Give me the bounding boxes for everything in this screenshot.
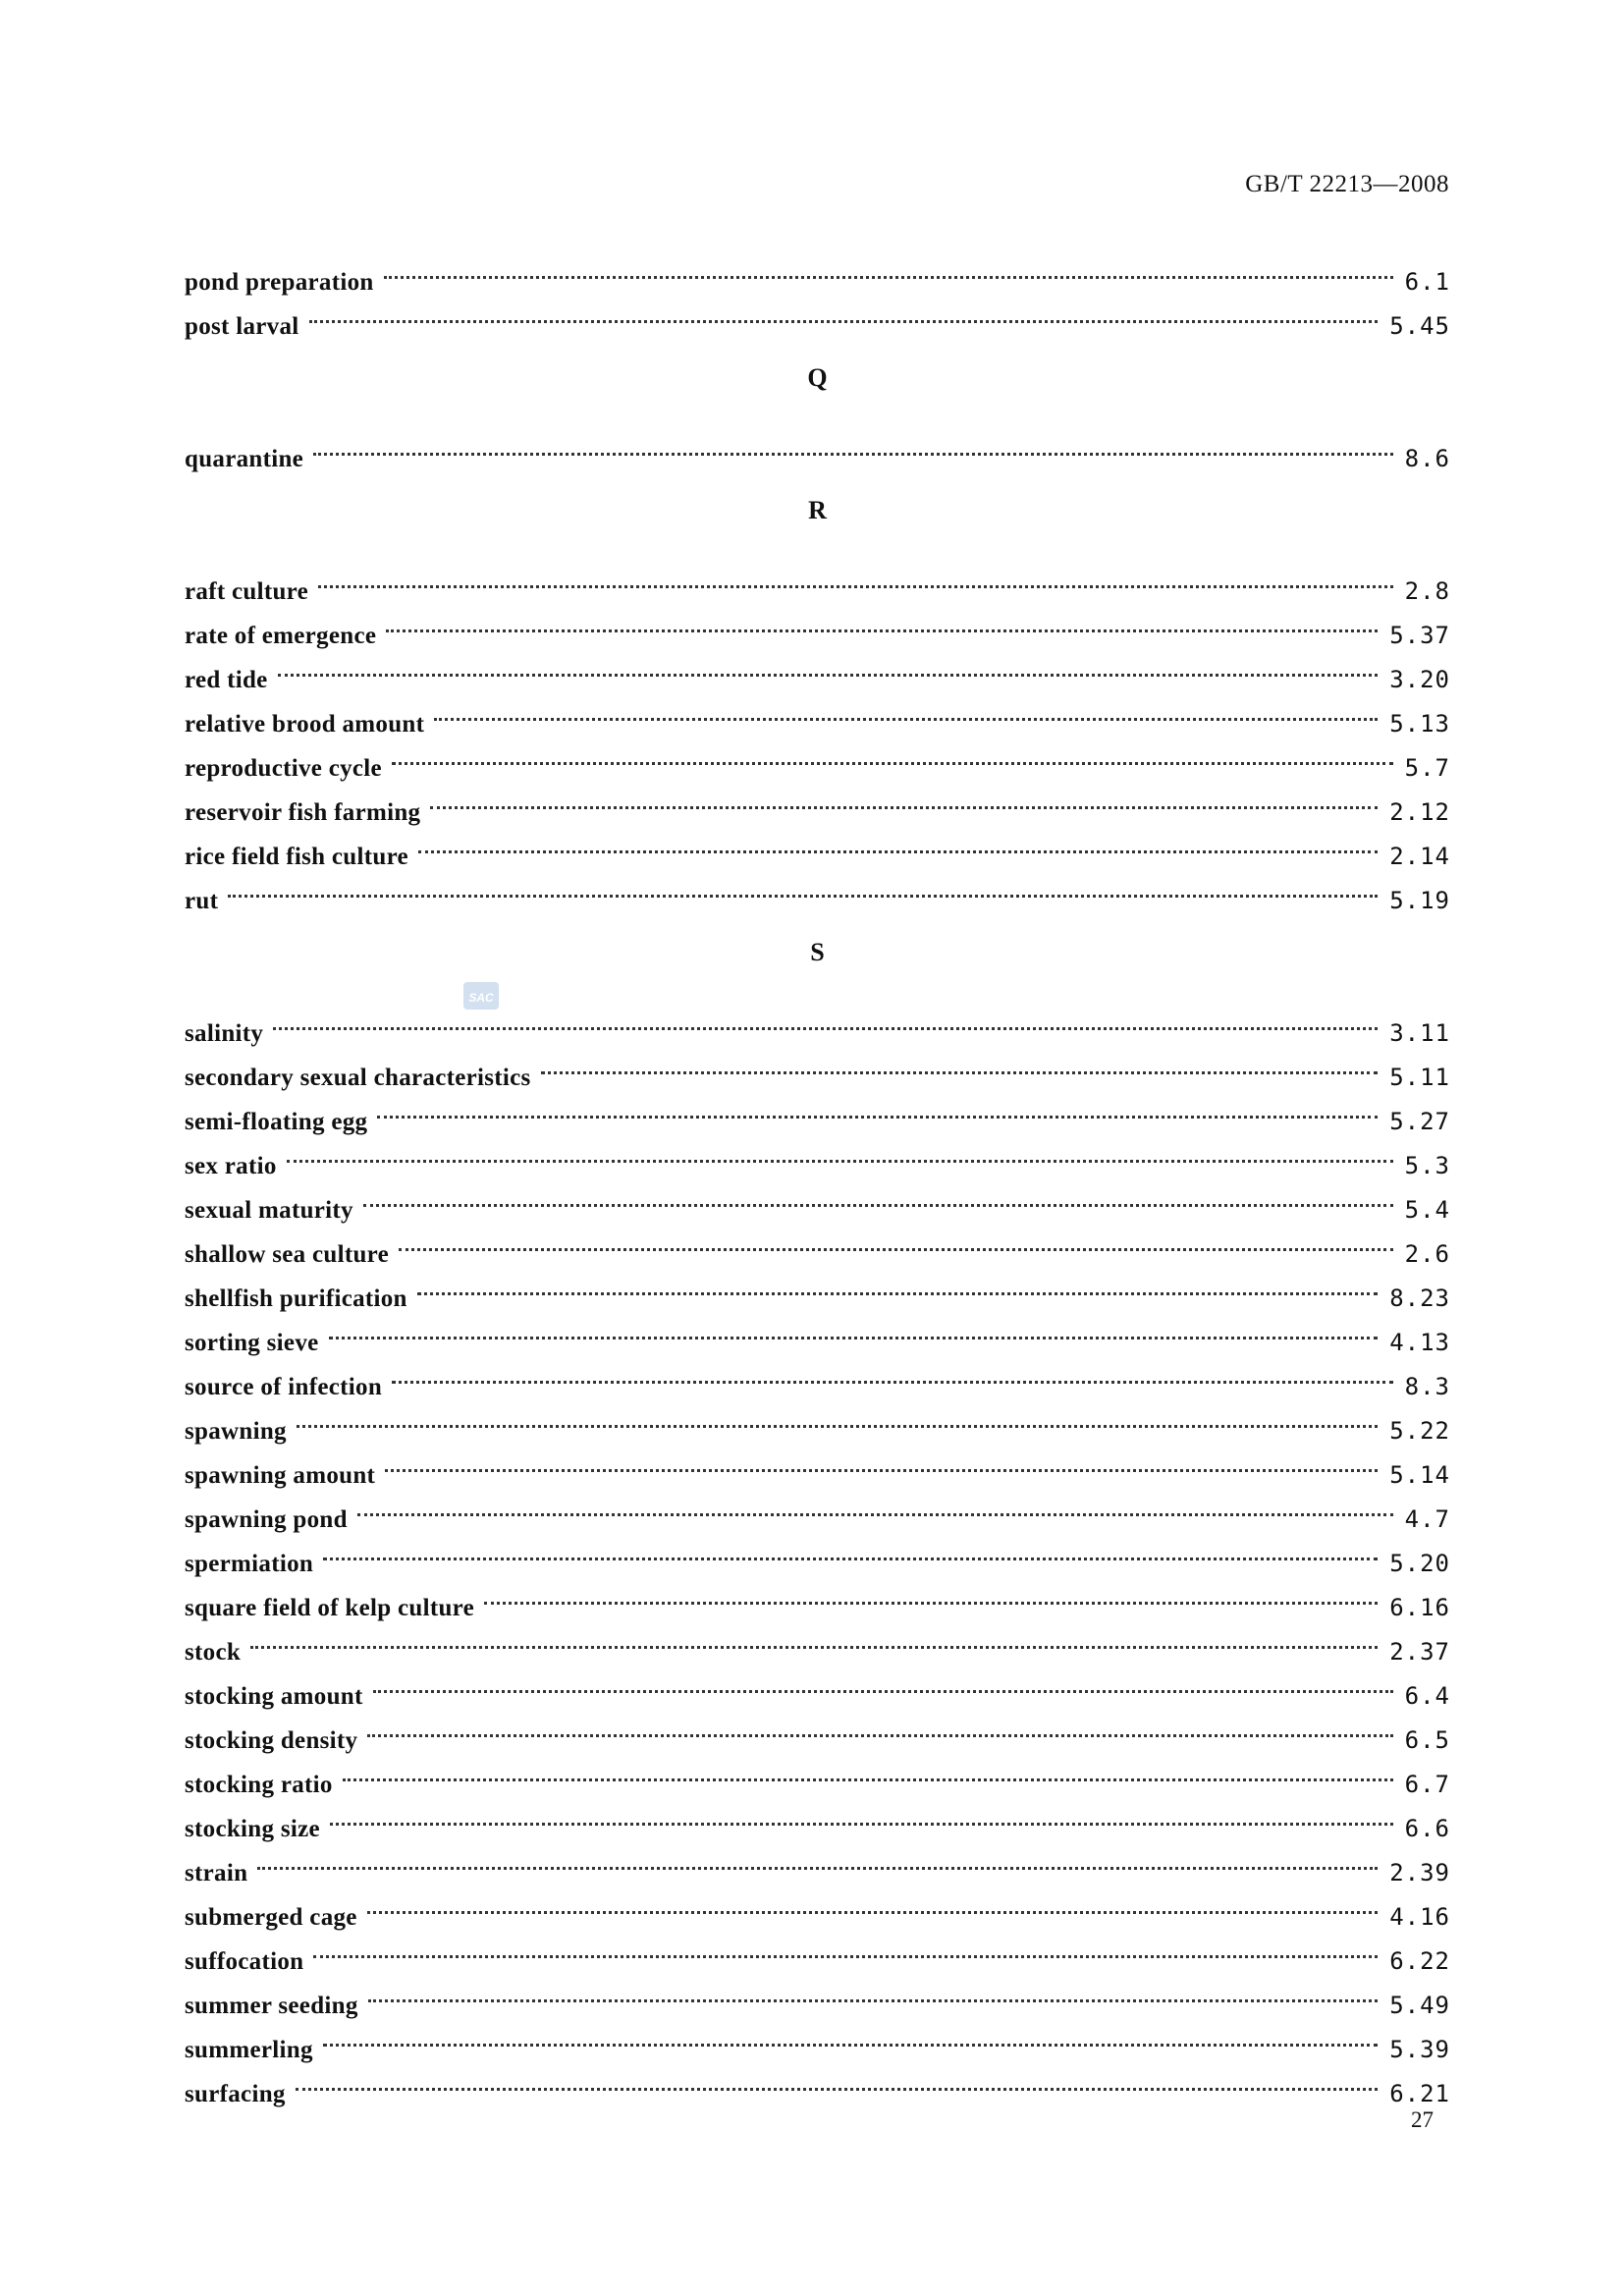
index-entry xyxy=(185,2057,1450,2107)
dot-leader xyxy=(287,1129,1393,1174)
index-entry xyxy=(185,1483,1450,1533)
dot-leader xyxy=(367,1704,1392,1748)
index-entry xyxy=(185,1925,1450,1975)
index-entry xyxy=(185,1748,1450,1798)
standard-code: GB/T 22213—2008 xyxy=(1245,171,1449,197)
clause-reference: 5.37 xyxy=(1389,622,1450,649)
index-term: quarantine xyxy=(185,446,304,472)
clause-reference: 6.16 xyxy=(1389,1594,1450,1621)
dot-leader xyxy=(367,1881,1379,1925)
index-entry xyxy=(185,1129,1450,1179)
dot-leader xyxy=(392,1350,1393,1394)
term-index xyxy=(185,246,1450,2107)
index-term: rut xyxy=(185,888,219,914)
clause-reference: 6.4 xyxy=(1404,1682,1450,1710)
clause-reference: 2.6 xyxy=(1404,1240,1450,1268)
dot-leader xyxy=(323,2013,1378,2057)
clause-reference: 5.11 xyxy=(1389,1064,1450,1091)
dot-leader xyxy=(343,1748,1393,1792)
index-term: shallow sea culture xyxy=(185,1241,390,1268)
dot-leader xyxy=(296,2057,1379,2102)
dot-leader xyxy=(368,1969,1379,2013)
clause-reference: 2.12 xyxy=(1389,798,1450,826)
clause-reference: 4.16 xyxy=(1389,1903,1450,1931)
clause-reference: 5.45 xyxy=(1389,312,1450,340)
dot-leader xyxy=(392,732,1393,776)
svg-text:SAC: SAC xyxy=(468,991,494,1005)
index-entry xyxy=(185,1439,1450,1489)
clause-reference: 6.6 xyxy=(1404,1815,1450,1842)
index-term: source of infection xyxy=(185,1374,383,1400)
index-term: red tide xyxy=(185,667,268,693)
index-term: sorting sieve xyxy=(185,1330,319,1356)
dot-leader xyxy=(228,864,1378,908)
dot-leader xyxy=(329,1306,1379,1350)
clause-reference: 4.13 xyxy=(1389,1329,1450,1356)
dot-leader xyxy=(318,555,1393,599)
index-entry xyxy=(185,246,1450,296)
clause-reference: 2.37 xyxy=(1389,1638,1450,1666)
section-letter-s: S xyxy=(810,938,825,966)
index-term: rice field fish culture xyxy=(185,844,408,870)
dot-leader xyxy=(430,776,1378,820)
index-entry xyxy=(185,1394,1450,1445)
index-entry xyxy=(185,290,1450,340)
clause-reference: 8.6 xyxy=(1404,445,1450,472)
clause-reference: 5.14 xyxy=(1389,1461,1450,1489)
index-term: strain xyxy=(185,1860,248,1886)
index-term: square field of kelp culture xyxy=(185,1595,474,1621)
clause-reference: 6.5 xyxy=(1404,1726,1450,1754)
clause-reference: 2.39 xyxy=(1389,1859,1450,1886)
index-term: spawning pond xyxy=(185,1506,348,1533)
clause-reference: 5.39 xyxy=(1389,2036,1450,2063)
dot-leader xyxy=(257,1836,1378,1881)
dot-leader xyxy=(313,1925,1378,1969)
index-term: secondary sexual characteristics xyxy=(185,1065,531,1091)
dot-leader xyxy=(250,1615,1378,1660)
clause-reference: 5.13 xyxy=(1389,710,1450,738)
index-term: raft culture xyxy=(185,578,309,605)
index-term: suffocation xyxy=(185,1948,304,1975)
dot-leader xyxy=(273,997,1378,1041)
clause-reference: 8.23 xyxy=(1389,1285,1450,1312)
dot-leader xyxy=(313,422,1393,466)
index-term: submerged cage xyxy=(185,1904,357,1931)
dot-leader xyxy=(434,687,1378,732)
clause-reference: 5.3 xyxy=(1404,1152,1450,1179)
index-entry xyxy=(185,1792,1450,1842)
index-term: stocking ratio xyxy=(185,1772,333,1798)
index-entry xyxy=(185,1836,1450,1886)
index-term: stock xyxy=(185,1639,242,1666)
clause-reference: 5.4 xyxy=(1404,1196,1450,1224)
clause-reference: 5.20 xyxy=(1389,1550,1450,1577)
clause-reference: 8.3 xyxy=(1404,1373,1450,1400)
clause-reference: 5.22 xyxy=(1389,1417,1450,1445)
dot-leader xyxy=(373,1660,1393,1704)
index-entry xyxy=(185,1660,1450,1710)
index-entry xyxy=(185,422,1450,472)
dot-leader xyxy=(386,599,1378,643)
dot-leader xyxy=(278,643,1379,687)
dot-leader xyxy=(417,1262,1378,1306)
dot-leader xyxy=(384,246,1393,290)
index-term: stocking density xyxy=(185,1727,358,1754)
clause-reference: 2.14 xyxy=(1389,843,1450,870)
index-entry xyxy=(185,1969,1450,2019)
index-entry xyxy=(185,1527,1450,1577)
clause-reference: 5.27 xyxy=(1389,1108,1450,1135)
dot-leader xyxy=(363,1174,1393,1218)
index-term: spermiation xyxy=(185,1551,314,1577)
index-term: pond preparation xyxy=(185,269,374,296)
index-entry xyxy=(185,2013,1450,2063)
index-entry xyxy=(185,1350,1450,1400)
clause-reference: 5.7 xyxy=(1404,754,1450,782)
index-term: reservoir fish farming xyxy=(185,799,421,826)
index-entry xyxy=(185,1615,1450,1666)
index-term: sexual maturity xyxy=(185,1197,353,1224)
dot-leader xyxy=(399,1218,1393,1262)
sac-watermark-logo xyxy=(460,976,503,1015)
index-entry xyxy=(185,643,1450,693)
clause-reference: 2.8 xyxy=(1404,577,1450,605)
index-entry xyxy=(185,1041,1450,1091)
index-term: relative brood amount xyxy=(185,711,425,738)
clause-reference: 5.19 xyxy=(1389,887,1450,914)
index-term: surfacing xyxy=(185,2081,286,2107)
index-entry xyxy=(185,1306,1450,1356)
index-term: semi-floating egg xyxy=(185,1109,368,1135)
index-entry xyxy=(185,997,1450,1047)
index-term: rate of emergence xyxy=(185,623,377,649)
index-term: post larval xyxy=(185,313,299,340)
index-entry xyxy=(185,1704,1450,1754)
index-term: salinity xyxy=(185,1020,264,1047)
index-term: reproductive cycle xyxy=(185,755,382,782)
index-term: spawning xyxy=(185,1418,287,1445)
index-entry xyxy=(185,1881,1450,1931)
dot-leader xyxy=(297,1394,1378,1439)
page-number: 27 xyxy=(1411,2107,1434,2132)
section-letter-q: Q xyxy=(807,363,828,392)
dot-leader xyxy=(385,1439,1378,1483)
clause-reference: 6.1 xyxy=(1404,268,1450,296)
index-term: sex ratio xyxy=(185,1153,277,1179)
index-term: stocking size xyxy=(185,1816,320,1842)
dot-leader xyxy=(541,1041,1379,1085)
index-entry xyxy=(185,1218,1450,1268)
dot-leader xyxy=(309,290,1379,334)
index-entry xyxy=(185,1571,1450,1621)
clause-reference: 6.7 xyxy=(1404,1771,1450,1798)
index-term: stocking amount xyxy=(185,1683,363,1710)
dot-leader xyxy=(330,1792,1393,1836)
dot-leader xyxy=(357,1483,1393,1527)
dot-leader xyxy=(323,1527,1378,1571)
clause-reference: 3.20 xyxy=(1389,666,1450,693)
clause-reference: 4.7 xyxy=(1404,1505,1450,1533)
index-entry xyxy=(185,864,1450,914)
index-term: summer seeding xyxy=(185,1993,358,2019)
clause-reference: 5.49 xyxy=(1389,1992,1450,2019)
clause-reference: 3.11 xyxy=(1389,1019,1450,1047)
index-term: shellfish purification xyxy=(185,1285,407,1312)
dot-leader xyxy=(377,1085,1378,1129)
index-entry xyxy=(185,599,1450,649)
index-term: spawning amount xyxy=(185,1462,376,1489)
index-term: summerling xyxy=(185,2037,313,2063)
index-entry xyxy=(185,687,1450,738)
dot-leader xyxy=(418,820,1378,864)
clause-reference: 6.21 xyxy=(1389,2080,1450,2107)
section-letter-r: R xyxy=(808,496,827,524)
dot-leader xyxy=(484,1571,1378,1615)
clause-reference: 6.22 xyxy=(1389,1947,1450,1975)
index-entry xyxy=(185,1174,1450,1224)
index-entry xyxy=(185,555,1450,605)
